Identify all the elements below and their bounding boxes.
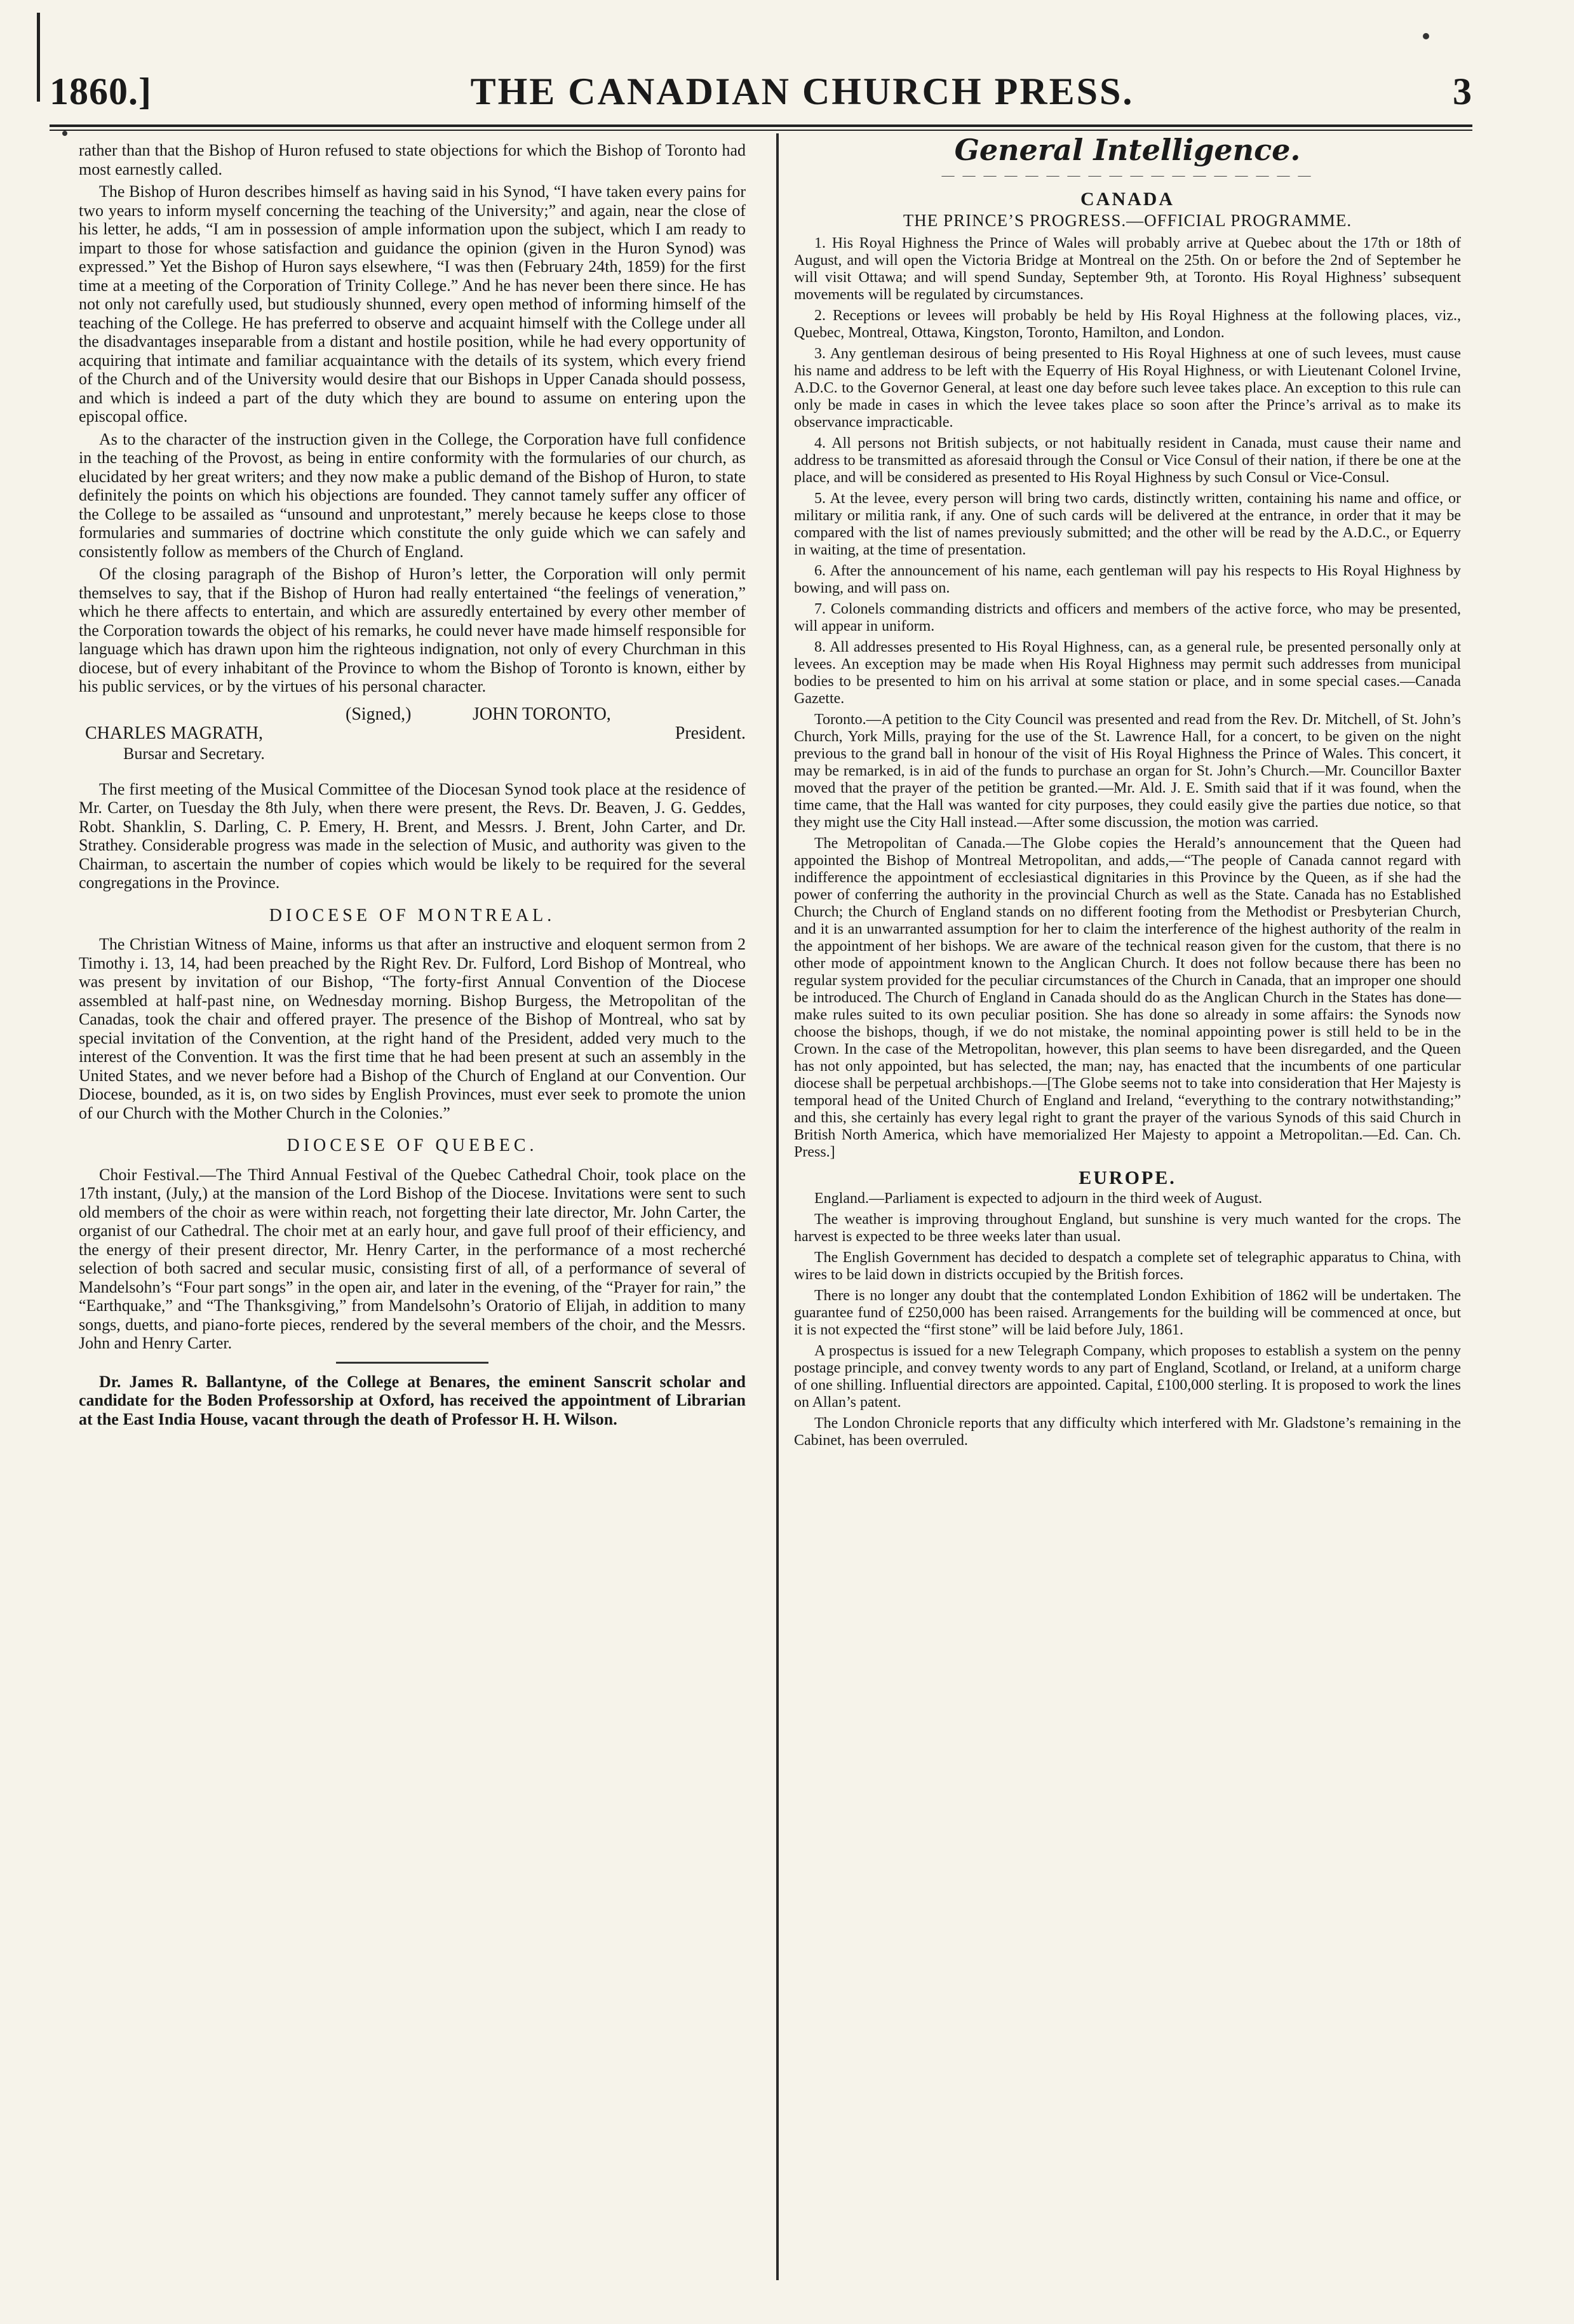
section-masthead: General Intelligence. [954,133,1301,167]
section-heading-montreal: DIOCESE OF MONTREAL. [269,905,556,925]
decorative-rule: — — — — — — — — — — — — — — — — — — [941,168,1314,182]
news-paragraph: Toronto.—A petition to the City Council was presented and read from the Rev. Dr. Mitchell, of St. John’s Church, York Mills, praying for the use of the St. Lawrence Hall, for a concert, to be given on the night previous to the grand ball in honour of the visit of His Royal Highness the Prince of Wales. This concert, it may be remarked, is in aid of the funds to purchase an organ for St. John’s Church.—Mr. Councillor Baxter moved that the prayer of the petition be granted.—Mr. Ald. J. E. Smith said that if it was found, when the time came, that the Hall was wanted for city purposes, they could easily give the parties due notice, so that they might use the City Hall instead.—After some discussion, the motion was carried. [794,711,1461,831]
programme-item: 6. After the announcement of his name, each gentleman will pay his respects to His Royal Highness by bowing, and will pass on. [794,563,1461,596]
ink-speck [62,131,67,136]
programme-item: 3. Any gentleman desirous of being presented to His Royal Highness at one of such levees, must cause his name and address to be left with the Equerry of His Royal Highness, or with Lieutenant Colonel Irvine, A.D.C. to the Governor General, at least one day before such levee takes place. An exception to this rule can only be made in cases in which the levee takes place so soon after the Prince’s arrival as to make its observance impracticable. [794,346,1461,431]
article-paragraph: rather than that the Bishop of Huron refused to state objections for which the Bishop of Toronto had most earnestly called. [79,141,746,178]
column-divider [776,133,779,2280]
programme-item: 5. At the levee, every person will bring two cards, distinctly written, containing his name and office, or military or militia rank, if any. One of such cards will be delivered at the entrance, in order that it may be compared with the list of names previously submitted; and the other will be read by the A.D.C., or Equerry in waiting, at the time of presentation. [794,490,1461,558]
newspaper-title: THE CANADIAN CHURCH PRESS. [470,70,1134,112]
programme-heading: THE PRINCE’S PROGRESS.—OFFICIAL PROGRAMME. [903,210,1352,230]
programme-item: 2. Receptions or levees will probably be held by His Royal Highness at the following places, viz., Quebec, Montreal, Ottawa, Kingston, Toronto, Hamilton, and London. [794,307,1461,341]
programme-list [794,235,1461,1161]
page-header [50,61,1472,122]
region-heading-europe: EUROPE. [1079,1167,1176,1188]
news-paragraph: The London Chronicle reports that any difficulty which interfered with Mr. Gladstone’s remaining in the Cabinet, has been overruled. [794,1414,1461,1449]
page-number: 3 [1452,70,1472,112]
binding-edge [37,13,40,102]
region-heading-canada: CANADA [1080,189,1174,210]
article-paragraph: The first meeting of the Musical Committee of the Diocesan Synod took place at the residence of Mr. Carter, on Tuesday the 8th July, when there were present, the Revs. Dr. Beaven, J. G. Geddes, Robt. Shanklin, S. Darling, C. P. Emery, H. Brent, and Messrs. J. Brent, John Carter, and Dr. Strathey. Considerable progress was made in the selection of Music, and authority was given to the Chairman, to ascertain the number of copies which would be likely to be required for the several congregations in the Province. [79,779,746,892]
signatory-secretary: CHARLES MAGRATH, [85,723,264,743]
signatory-president: JOHN TORONTO, [473,704,611,724]
europe-news [794,1190,1461,1449]
header-year: 1860.] [50,70,152,112]
news-paragraph: The English Government has decided to despatch a complete set of telegraphic apparatus to China, with wires to be laid down in districts occupied by the British forces. [794,1249,1461,1283]
ink-speck [1423,33,1429,39]
news-paragraph: The weather is improving throughout England, but sunshine is very much wanted for the crops. The harvest is expected to be three weeks later than usual. [794,1211,1461,1245]
news-paragraph: A prospectus is issued for a new Telegraph Company, which proposes to establish a system on the penny postage principle, and convey twenty words to any part of England, Scotland, or Ireland, at a uniform charge of one shilling. Influential directors are appointed. Capital, £100,000 sterling. It is proposed to work the lines on Allan’s patent. [794,1342,1461,1411]
article-paragraph: The Bishop of Huron describes himself as having said in his Synod, “I have taken every pains for two years to inform myself concerning the teaching of the University;” and again, near the close of his letter, he adds, “I am in possession of ample information upon the subject, which I am ready to impart to those for whose satisfaction and guidance the opinion (given in the Huron Synod) was expressed.” Yet the Bishop of Huron says elsewhere, “I was then (February 24th, 1859) for the first time at a meeting of the Corporation of Trinity College.” And he has never been there since. He has not only not carefully used, but studiously shunned, every open method of informing himself of the teaching of the College. He has preferred to observe and acquaint himself with the College under all the disadvantages inseparable from a distant and hostile position, while he had every opportunity of acquiring that intimate and familiar acquaintance with the details of its system, which every friend of the Church and of the University would desire that our Bishops in Upper Canada should possess, and which is indeed a part of the duty which they are bound to assume on entering upon the episcopal office. [79,182,746,426]
president-title: President. [675,723,746,743]
right-column [794,133,1461,2307]
header-rule [50,124,1472,127]
header-rule-thin [50,130,1472,131]
programme-item: 1. His Royal Highness the Prince of Wales will probably arrive at Quebec about the 17th or 18th of August, and will open the Victoria Bridge at Montreal on the 25th. On or before the 2nd of September he will visit Ottawa; and will spend Sunday, September 9th, at Toronto. His Royal Highness’ subsequent movements will be regulated by circumstances. [794,235,1461,303]
news-paragraph: There is no longer any doubt that the contemplated London Exhibition of 1862 will be undertaken. The guarantee fund of £250,000 has been raised. Arrangements for the building will be commenced at once, but it is not expected the “first stone” will be laid before July, 1861. [794,1287,1461,1338]
article-paragraph: Choir Festival.—The Third Annual Festival of the Quebec Cathedral Choir, took place on the 17th instant, (July,) at the mansion of the Lord Bishop of the Diocese. Invitations were sent to such old members of the choir as were within reach, not forgetting their late director, Mr. John Carter, the organist of our Cathedral. The choir met at an early hour, and gave full proof of their efficiency, and the energy of their present director, Mr. Henry Carter, in the performance of a most recherché selection of both sacred and secular music, consisting first of all, of a performance of several of Mandelsohn’s “Four part songs” in the open air, and later in the evening, of the “Prayer for rain,” the “Earthquake,” and “The Thanksgiving,” from Mandelsohn’s Oratorio of Elijah, in addition to many songs, duetts, and piano-forte pieces, rendered by the several members of the choir, and the Messrs. John and Henry Carter. [79,1165,746,1352]
programme-item: 4. All persons not British subjects, or not habitually resident in Canada, must cause their name and address to be transmitted as aforesaid through the Consul or Vice Consul of their nation, if there be one at the place, and will be considered as presented to His Royal Highness by such Consul or Vice-Consul. [794,435,1461,486]
separator-rule [336,1362,488,1364]
section-heading-quebec: DIOCESE OF QUEBEC. [286,1136,538,1155]
left-column [79,141,746,2307]
article-paragraph: The Christian Witness of Maine, informs us that after an instructive and eloquent sermon from 2 Timothy i. 13, 14, had been preached by the Right Rev. Dr. Fulford, Lord Bishop of Montreal, who was present by invitation of our Bishop, “The forty-first Annual Convention of the Diocese assembled at half-past nine, on Wednesday morning. Bishop Burgess, the Metropolitan of the Canadas, took the chair and offered prayer. The presence of the Bishop of Montreal, who sat by special invitation of the Convention, at the right hand of the President, added very much to the interest of the Convention. It was the first time that he had been present at such an assembly in the United States, and we never before had a Bishop of the Church of England at our Convention. Our Diocese, bounded, as it is, on two sides by English Provinces, must ever seek to promote the union of our Church with the Mother Church in the Colonies.” [79,935,746,1122]
signature-block [79,705,746,767]
news-paragraph: The Metropolitan of Canada.—The Globe copies the Herald’s announcement that the Queen had appointed the Bishop of Montreal Metropolitan, and adds,—“The people of Canada cannot regard with indifference the appointment of ecclesiastical dignitaries in this Province by the Queen, as if she had the power of conferring the authority in the provincial Church as well as the State. Canada has no Established Church; the Church of England stands on no different footing from the Methodist or Presbyterian Church, and it is an unwarranted assumption for her to claim the interference of the highest authority of the realm in the appointment of her bishops. We are aware of the technical reason given for the custom, that there is no other mode of appointment known to the Anglican Church. It does not follow because there has been no regular system provided for the peculiar circumstances of the Church in Canada, that an improper one should be introduced. The Church of England in Canada should do as the Anglican Church in the States has done—make rules suited to its own peculiar position. She has done so already in some affairs: the Synods now choose the bishops, though, if we do not mistake, the nominal appointing power is still held to be in the Crown. In the case of the Metropolitan, however, this plan seems to have been disregarded, and the Queen has not only appointed, but has selected, the man; nay, has enacted that the incumbents of one particular diocese shall be perpetual archbishops.—[The Globe seems not to take into consideration that Her Majesty is temporal head of the United Church of England and Ireland, “everything to the contrary notwithstanding;” and this, she certainly has every legal right to grant the prayer of the various Synods of this said Church in British North America, which have memorialized Her Majesty to appoint a Metropolitan.—Ed. Can. Ch. Press.] [794,835,1461,1160]
news-paragraph: England.—Parliament is expected to adjourn in the third week of August. [814,1190,1263,1207]
signed-label: (Signed,) [346,704,412,724]
article-paragraph: Of the closing paragraph of the Bishop of Huron’s letter, the Corporation will only permit themselves to say, that if the Bishop of Huron had really entertained “the feelings of veneration,” which he there affects to entertain, and which are assuredly entertained by every other member of the Corporation towards the object of his remarks, he could never have made himself responsible for language which has drawn upon him the righteous indignation, not only of every Churchman in this diocese, but of every inhabitant of the Province to whom the Bishop of Toronto is known, either by his public services, or by the virtues of his personal character. [79,565,746,695]
secretary-title: Bursar and Secretary. [123,744,265,763]
programme-item: 7. Colonels commanding districts and officers and members of the active force, who may be presented, will appear in uniform. [794,601,1461,635]
article-paragraph: As to the character of the instruction given in the College, the Corporation have full confidence in the teaching of the Provost, as being in entire conformity with the formularies of our church, as elucidated by her great writers; and they now make a public demand of the Bishop of Huron, to state definitely the points on which his objections are founded. They cannot tamely suffer any officer of the College to be assailed as “unsound and unprotestant,” merely because he keeps close to those formularies and summaries of doctrine which constitute the only guide which we can safely and consistently follow as members of the Church of England. [79,429,746,561]
programme-item: 8. All addresses presented to His Royal Highness, can, as a general rule, be presented personally only at levees. An exception may be made when His Royal Highness may permit such addresses from municipal bodies to be presented to him on his arrival at some station or place, and in some special cases.—Canada Gazette. [794,639,1461,707]
article-paragraph: Dr. James R. Ballantyne, of the College at Benares, the eminent Sanscrit scholar and candidate for the Boden Professorship at Oxford, has received the appointment of Librarian at the East India House, vacant through the death of Professor H. H. Wilson. [79,1372,746,1428]
